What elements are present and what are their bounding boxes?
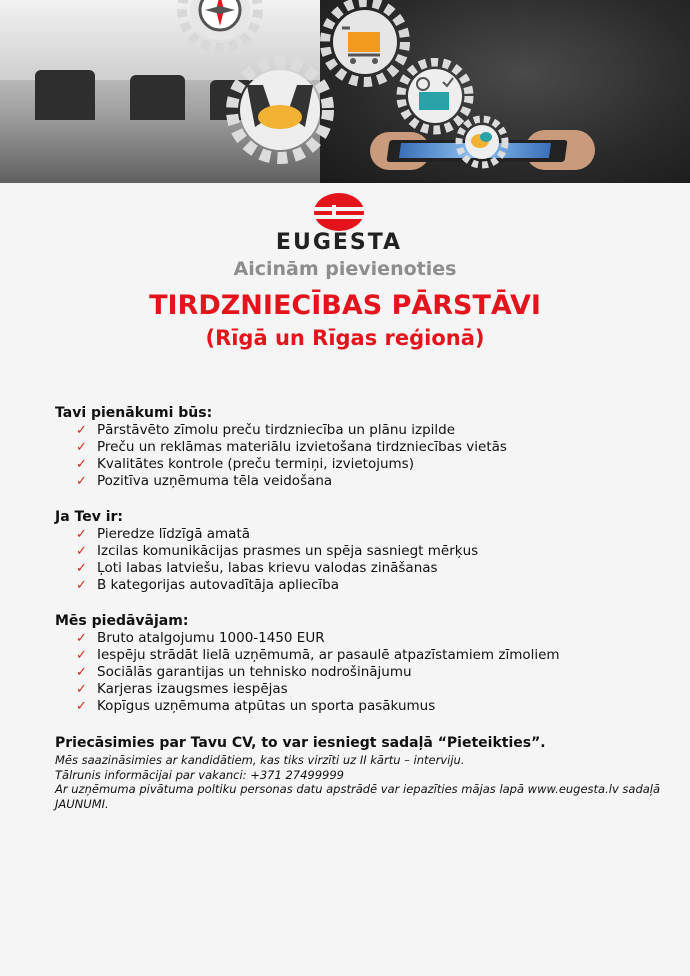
list-item: ✓ Izcilas komunikācijas prasmes un spēja sasniegt mērķus (76, 543, 479, 559)
job-details (55, 404, 665, 811)
check-icon: ✓ (76, 561, 87, 576)
check-icon: ✓ (76, 544, 87, 559)
job-location: (Rīgā un Rīgas reģionā) (205, 326, 485, 350)
check-icon: ✓ (76, 457, 87, 472)
list-item: ✓ Kvalitātes kontrole (preču termiņi, izvietojums) (76, 456, 414, 472)
check-icon: ✓ (76, 423, 87, 438)
list-item: ✓ Karjeras izaugsmes iespējas (76, 681, 288, 697)
hero-image (0, 0, 690, 183)
check-icon: ✓ (76, 527, 87, 542)
list-item: ✓ Bruto atalgojumu 1000-1450 EUR (76, 630, 325, 646)
invite-text: Aicinām pievienoties (233, 258, 457, 280)
outro-line-privacy: Ar uzņēmuma pivātuma poltiku personas datu apstrādē var iepazīties mājas lapā www.eugesta.lv sadaļā JAUNUMI. (55, 782, 661, 811)
list-item: ✓ Pozitīva uzņēmuma tēla veidošana (76, 473, 333, 489)
chat-bubble-icon (455, 115, 510, 170)
check-icon: ✓ (76, 631, 87, 646)
list-item: ✓ Ļoti labas latviešu, labas krievu valodas zināšanas (76, 560, 438, 576)
check-icon: ✓ (76, 665, 87, 680)
section-heading-requirements: Ja Tev ir: (55, 509, 124, 525)
list-item: ✓ Iespēju strādāt lielā uzņēmumā, ar pasaulē atpazīstamiem zīmoliem (76, 647, 560, 663)
brand-name: EUGESTA (275, 230, 403, 255)
list-item: ✓ Preču un reklāmas materiālu izvietošana tirdzniecības vietās (76, 439, 507, 455)
check-icon: ✓ (76, 474, 87, 489)
check-icon: ✓ (76, 578, 87, 593)
check-icon: ✓ (76, 682, 87, 697)
duties-list (55, 422, 665, 490)
list-item: ✓ Sociālās garantijas un tehnisko nodrošinājumu (76, 664, 412, 680)
outro-line-phone: Tālrunis informācijai par vakanci: +371 27499999 (55, 767, 344, 782)
check-icon: ✓ (76, 440, 87, 455)
check-icon: ✓ (76, 699, 87, 714)
handshake-icon (225, 55, 335, 165)
list-item: ✓ Pārstāvēto zīmolu preču tirdzniecība un plānu izpilde (76, 422, 456, 438)
outro-heading: Priecāsimies par Tavu CV, to var iesniegt sadaļā “Pieteikties”. (55, 735, 546, 751)
section-heading-duties: Tavi pienākumi būs: (55, 405, 213, 421)
outro-line-interview: Mēs saazināsimies ar kandidātiem, kas tiks virzīti uz II kārtu – interviju. (55, 753, 465, 767)
compass-icon (175, 0, 265, 60)
requirements-list (55, 526, 665, 594)
list-item: ✓ Kopīgus uzņēmuma atpūtas un sporta pasākumus (76, 698, 436, 714)
offer-list (55, 630, 665, 715)
list-item: ✓ Pieredze līdzīgā amatā (76, 526, 251, 542)
check-icon: ✓ (76, 648, 87, 663)
list-item: ✓ B kategorijas autovadītāja apliecība (76, 577, 339, 593)
section-heading-offer: Mēs piedāvājam: (55, 613, 189, 629)
job-title: TIRDZNIECĪBAS PĀRSTĀVI (149, 290, 541, 321)
